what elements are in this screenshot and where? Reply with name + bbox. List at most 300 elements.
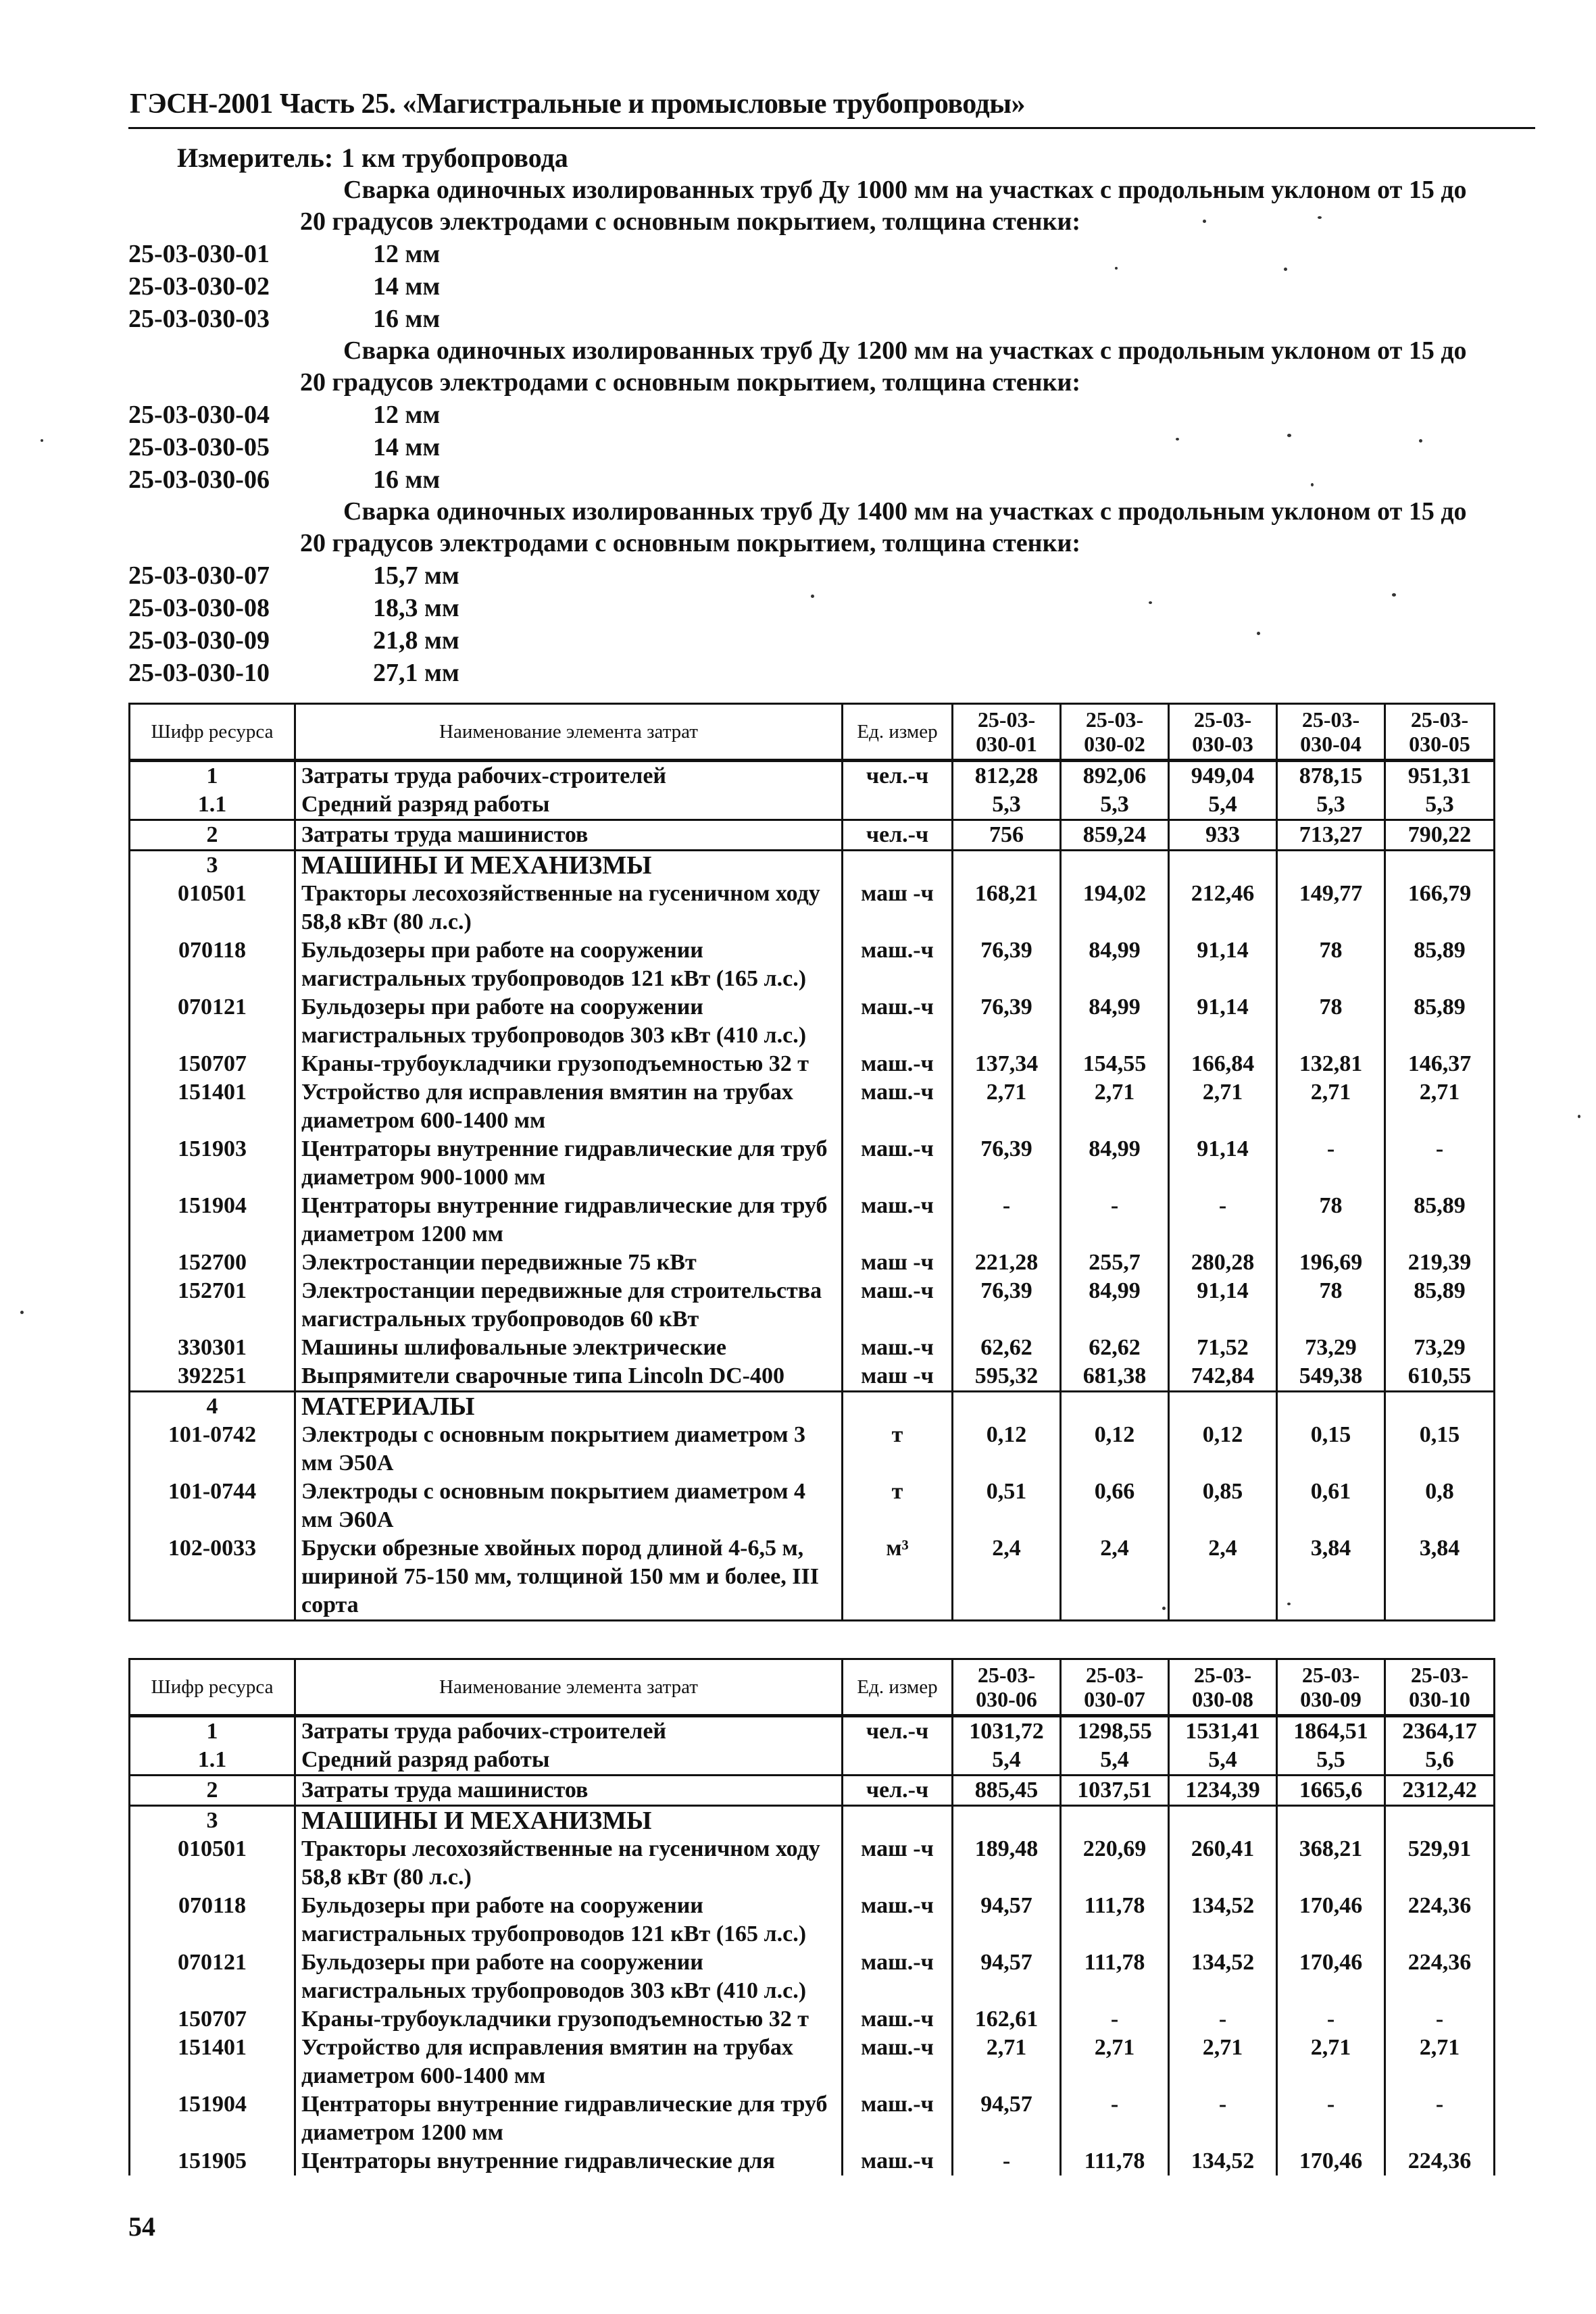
table-row [130,1746,1495,1776]
resource-name: Бульдозеры при работе на сооружении магистральных трубопроводов 303 кВт (410 л.с.) [295,1948,843,2005]
table-row [130,1478,1495,1534]
resource-value: - [953,2147,1061,2175]
table-row [130,1362,1495,1392]
resource-value: - [1385,1135,1495,1192]
rate-code-part: 25-03- [1085,1663,1144,1687]
resource-unit [843,790,953,820]
column-header-rate [1385,1659,1495,1716]
resource-value: 146,37 [1385,1050,1495,1078]
resource-value: 85,89 [1385,1277,1495,1334]
work-items-list [128,174,1554,689]
work-item-code: 25-03-030-06 [128,466,270,494]
resource-name: Устройство для исправления вмятин на трубах диаметром 600-1400 мм [295,2034,843,2090]
resource-value: 1864,51 [1277,1716,1385,1746]
work-item-code: 25-03-030-10 [128,659,270,687]
resource-value: 0,12 [1061,1421,1169,1478]
resource-value: 2,71 [953,1078,1061,1135]
table-row [130,1716,1495,1746]
resource-value: 134,52 [1169,2147,1277,2175]
column-header-code: Шифр ресурса [130,1659,295,1716]
resource-value: 78 [1277,1192,1385,1249]
resource-value: - [1061,2005,1169,2034]
resource-unit: м³ [843,1534,953,1621]
resource-code: 070121 [130,993,295,1050]
resource-code: 070118 [130,936,295,993]
resource-value: 681,38 [1061,1362,1169,1392]
resource-code: 101-0744 [130,1478,295,1534]
column-header-name: Наименование элемента затрат [295,1659,843,1716]
rate-code-part: 25-03- [977,1663,1036,1687]
resource-unit [843,1806,953,1836]
rate-code-part: 030-10 [1409,1687,1470,1711]
resource-unit: маш -ч [843,1835,953,1892]
column-header-rate [1169,1659,1277,1716]
resource-name: Бруски обрезные хвойных пород длиной 4-6,5 м, шириной 75-150 мм, толщиной 150 мм и более, III сорта [295,1534,843,1621]
resource-value: 2,4 [953,1534,1061,1621]
resource-value: 1531,41 [1169,1716,1277,1746]
rate-code-part: 030-09 [1300,1687,1362,1711]
resource-value: 5,4 [1061,1746,1169,1776]
resource-value: 94,57 [953,1948,1061,2005]
resource-value: 94,57 [953,1892,1061,1948]
resource-value: - [1061,1192,1169,1249]
resource-unit: маш.-ч [843,1277,953,1334]
resource-unit: маш.-ч [843,2034,953,2090]
resource-value: 2,71 [1277,2034,1385,2090]
work-item [128,303,1554,335]
resource-code: 330301 [130,1334,295,1362]
resource-value: 756 [953,820,1061,851]
resource-value: 2,71 [1169,2034,1277,2090]
resource-code: 392251 [130,1362,295,1392]
resource-value: 713,27 [1277,820,1385,851]
resource-name: Затраты труда рабочих-строителей [295,761,843,791]
resource-value: 134,52 [1169,1948,1277,2005]
work-item [128,657,1554,689]
resource-value: 859,24 [1061,820,1169,851]
table-row [130,761,1495,791]
resource-value: 73,29 [1277,1334,1385,1362]
resource-value: 5,4 [1169,790,1277,820]
resource-value: 132,81 [1277,1050,1385,1078]
resource-name: Тракторы лесохозяйственные на гусеничном ходу 58,8 кВт (80 л.с.) [295,1835,843,1892]
table-row [130,1334,1495,1362]
table-row [130,880,1495,936]
resource-value: 111,78 [1061,1892,1169,1948]
resource-value: 85,89 [1385,1192,1495,1249]
header-rule [128,127,1535,129]
resource-unit: маш -ч [843,880,953,936]
table-row [130,2147,1495,2175]
rate-code-part: 25-03- [977,707,1036,732]
column-header-unit: Ед. измер [843,704,953,761]
resource-unit: чел.-ч [843,1776,953,1806]
resource-value [1061,1806,1169,1836]
resource-value: 0,85 [1169,1478,1277,1534]
rate-code-part: 25-03- [1301,707,1360,732]
work-group [128,174,1554,335]
resource-value: 2,71 [1169,1078,1277,1135]
resource-value: 2312,42 [1385,1776,1495,1806]
resource-value: 2364,17 [1385,1716,1495,1746]
resource-value: 91,14 [1169,1135,1277,1192]
column-header-name: Наименование элемента затрат [295,704,843,761]
resource-value: 91,14 [1169,993,1277,1050]
work-item [128,238,1554,270]
resource-value: 5,5 [1277,1746,1385,1776]
resource-name: Выпрямители сварочные типа Lincoln DC-400 [295,1362,843,1392]
resource-value: 94,57 [953,2090,1061,2147]
resource-value: 5,4 [1169,1746,1277,1776]
resource-value: 951,31 [1385,761,1495,791]
resource-value: 2,71 [1385,2034,1495,2090]
resource-value: 162,61 [953,2005,1061,2034]
work-group-description-cont: 20 градусов электродами с основным покрытием, толщина стенки: [300,529,1081,557]
table-row [130,2034,1495,2090]
section-row [130,1392,1495,1422]
resource-value: 0,8 [1385,1478,1495,1534]
resource-value: 170,46 [1277,1892,1385,1948]
resource-value: 260,41 [1169,1835,1277,1892]
resource-value: - [1061,2090,1169,2147]
resource-code: 4 [130,1392,295,1422]
resource-name: Бульдозеры при работе на сооружении магистральных трубопроводов 303 кВт (410 л.с.) [295,993,843,1050]
resource-value: - [1169,2005,1277,2034]
resource-value: 0,15 [1385,1421,1495,1478]
work-item [128,463,1554,496]
rate-code-part: 25-03- [1410,707,1469,732]
resource-unit: маш.-ч [843,2147,953,2175]
work-item-code: 25-03-030-04 [128,401,270,429]
page-header: ГЭСН-2001 Часть 25. «Магистральные и промысловые трубопроводы» [130,89,1026,120]
resource-value: 111,78 [1061,2147,1169,2175]
work-item-thickness: 21,8 мм [373,626,459,655]
resource-value: 62,62 [953,1334,1061,1362]
resource-code: 3 [130,851,295,880]
resource-value: 194,02 [1061,880,1169,936]
resource-value: 595,32 [953,1362,1061,1392]
resource-value: 549,38 [1277,1362,1385,1392]
resource-unit: маш -ч [843,1362,953,1392]
table-row [130,1249,1495,1277]
resource-value: 1298,55 [1061,1716,1169,1746]
resource-value: 3,84 [1277,1534,1385,1621]
work-item-code: 25-03-030-03 [128,305,270,333]
resource-value: 255,7 [1061,1249,1169,1277]
resource-unit: маш.-ч [843,936,953,993]
resource-code: 010501 [130,880,295,936]
resource-value: 224,36 [1385,2147,1495,2175]
resource-value [1385,1392,1495,1422]
resource-value: 5,4 [953,1746,1061,1776]
resource-value: 84,99 [1061,993,1169,1050]
column-header-rate [1277,1659,1385,1716]
work-group-description-cont: 20 градусов электродами с основным покрытием, толщина стенки: [300,207,1081,236]
table-row [130,1192,1495,1249]
resource-code: 070121 [130,1948,295,2005]
resource-value: 73,29 [1385,1334,1495,1362]
work-item-code: 25-03-030-08 [128,594,270,622]
resource-unit: маш -ч [843,1249,953,1277]
resource-unit [843,1746,953,1776]
resource-value: 0,61 [1277,1478,1385,1534]
resource-value: 76,39 [953,993,1061,1050]
work-item [128,270,1554,303]
table-row [130,1135,1495,1192]
resource-value: 0,15 [1277,1421,1385,1478]
column-header-rate [1061,1659,1169,1716]
rate-code-part: 030-05 [1409,732,1470,756]
work-item-thickness: 12 мм [373,240,441,268]
resource-unit: чел.-ч [843,761,953,791]
resource-value: 368,21 [1277,1835,1385,1892]
resource-code: 151904 [130,2090,295,2147]
resource-unit: чел.-ч [843,1716,953,1746]
column-header-rate [1277,704,1385,761]
resource-name: Краны-трубоукладчики грузоподъемностью 32 т [295,1050,843,1078]
resource-unit: маш.-ч [843,1892,953,1948]
table-row [130,1534,1495,1621]
column-header-rate [1169,704,1277,761]
work-item-thickness: 14 мм [373,433,441,461]
table-row [130,2005,1495,2034]
resource-value: - [1385,2090,1495,2147]
rate-code-part: 030-07 [1084,1687,1145,1711]
resource-unit: т [843,1421,953,1478]
resource-value: 1234,39 [1169,1776,1277,1806]
rate-code-part: 030-04 [1300,732,1362,756]
rate-code-part: 030-03 [1192,732,1253,756]
resource-unit: чел.-ч [843,820,953,851]
resource-name: Затраты труда машинистов [295,1776,843,1806]
resource-value [1277,851,1385,880]
resource-value [1385,851,1495,880]
resource-value: 78 [1277,936,1385,993]
rate-code-part: 25-03- [1301,1663,1360,1687]
resource-code: 1 [130,761,295,791]
resource-value: 170,46 [1277,1948,1385,2005]
resource-value: 76,39 [953,1277,1061,1334]
resource-code: 1.1 [130,1746,295,1776]
resource-value: - [1169,1192,1277,1249]
resource-value: - [1277,2090,1385,2147]
resource-code: 1 [130,1716,295,1746]
resource-code: 102-0033 [130,1534,295,1621]
resource-name: Средний разряд работы [295,790,843,820]
resource-name: Средний разряд работы [295,1746,843,1776]
resource-value: 221,28 [953,1249,1061,1277]
column-header-code: Шифр ресурса [130,704,295,761]
resource-name: Центраторы внутренние гидравлические для труб диаметром 1200 мм [295,1192,843,1249]
resource-value: 812,28 [953,761,1061,791]
resource-value: 0,12 [953,1421,1061,1478]
section-row [130,851,1495,880]
resource-value: 5,3 [953,790,1061,820]
resource-value: 91,14 [1169,1277,1277,1334]
resource-value [1169,851,1277,880]
resource-value: 1037,51 [1061,1776,1169,1806]
resource-unit [843,851,953,880]
resource-code: 3 [130,1806,295,1836]
work-item-thickness: 14 мм [373,272,441,301]
resource-code: 151401 [130,2034,295,2090]
column-header-rate [1061,704,1169,761]
resource-code: 152701 [130,1277,295,1334]
resource-value: 85,89 [1385,936,1495,993]
resource-value: 790,22 [1385,820,1495,851]
table-row [130,1776,1495,1806]
resource-value: 1665,6 [1277,1776,1385,1806]
resource-value: - [1169,2090,1277,2147]
resource-unit: маш.-ч [843,2005,953,2034]
work-group-description: Сварка одиночных изолированных труб Ду 1200 мм на участках с продольным уклоном от 15 до [343,336,1467,365]
resource-unit: т [843,1478,953,1534]
resource-value [1061,851,1169,880]
rate-code-part: 25-03- [1193,1663,1252,1687]
resource-name: Центраторы внутренние гидравлические для труб диаметром 900-1000 мм [295,1135,843,1192]
resource-value: 5,3 [1385,790,1495,820]
work-group-description-cont: 20 градусов электродами с основным покрытием, толщина стенки: [300,368,1081,397]
work-item-code: 25-03-030-05 [128,433,270,461]
resource-unit: маш.-ч [843,1050,953,1078]
resource-code: 152700 [130,1249,295,1277]
resource-name: Электростанции передвижные 75 кВт [295,1249,843,1277]
table-row [130,2090,1495,2147]
resource-value: 5,3 [1061,790,1169,820]
measurement-line [177,142,568,174]
column-header-rate [1385,704,1495,761]
work-item-code: 25-03-030-09 [128,626,270,655]
resource-value: 134,52 [1169,1892,1277,1948]
work-item [128,592,1554,624]
table-row [130,1050,1495,1078]
resource-value: - [1277,2005,1385,2034]
resource-code: 151401 [130,1078,295,1135]
work-item-code: 25-03-030-01 [128,240,270,268]
column-header-rate [953,1659,1061,1716]
resource-code: 151903 [130,1135,295,1192]
resource-name: Краны-трубоукладчики грузоподъемностью 32 т [295,2005,843,2034]
resource-value: 84,99 [1061,1135,1169,1192]
resource-value: 878,15 [1277,761,1385,791]
resource-value: 0,12 [1169,1421,1277,1478]
resource-value [1061,1392,1169,1422]
rate-code-part: 030-01 [976,732,1037,756]
resource-value: 949,04 [1169,761,1277,791]
resource-value [1169,1392,1277,1422]
table-row [130,790,1495,820]
resource-value: 219,39 [1385,1249,1495,1277]
resource-value: - [1277,1135,1385,1192]
resource-code: 1.1 [130,790,295,820]
resource-value: 5,3 [1277,790,1385,820]
resource-value: 76,39 [953,936,1061,993]
resource-value: 196,69 [1277,1249,1385,1277]
resource-value [1385,1806,1495,1836]
resource-code: 010501 [130,1835,295,1892]
resource-name: Машины шлифовальные электрические [295,1334,843,1362]
resource-name: Затраты труда рабочих-строителей [295,1716,843,1746]
resource-unit [843,1392,953,1422]
table-row [130,1892,1495,1948]
resource-value [953,851,1061,880]
column-header-rate [953,704,1061,761]
resource-value: 2,71 [1061,2034,1169,2090]
resource-value [1277,1392,1385,1422]
work-group [128,335,1554,496]
work-item-thickness: 16 мм [373,466,441,494]
resource-value: 91,14 [1169,936,1277,993]
resource-value: 84,99 [1061,936,1169,993]
table-header-row [130,704,1495,761]
resource-unit: маш.-ч [843,1192,953,1249]
resource-value: 224,36 [1385,1892,1495,1948]
resource-name: Электроды с основным покрытием диаметром 3 мм Э50А [295,1421,843,1478]
resource-value: 3,84 [1385,1534,1495,1621]
resource-value: 0,51 [953,1478,1061,1534]
rate-code-part: 030-02 [1084,732,1145,756]
rate-code-part: 030-08 [1192,1687,1253,1711]
table-row [130,1948,1495,2005]
rate-code-part: 25-03- [1085,707,1144,732]
resource-value: 2,71 [1385,1078,1495,1135]
resource-value: 78 [1277,1277,1385,1334]
resource-value: 224,36 [1385,1948,1495,2005]
work-group-description: Сварка одиночных изолированных труб Ду 1400 мм на участках с продольным уклоном от 15 до [343,497,1467,526]
resource-value: 2,71 [953,2034,1061,2090]
work-item-code: 25-03-030-02 [128,272,270,301]
resource-name: Бульдозеры при работе на сооружении магистральных трубопроводов 121 кВт (165 л.с.) [295,936,843,993]
work-item-thickness: 16 мм [373,305,441,333]
resource-value [953,1392,1061,1422]
resource-value: 933 [1169,820,1277,851]
resource-unit: маш.-ч [843,2090,953,2147]
resource-value: 78 [1277,993,1385,1050]
rate-code-part: 25-03- [1410,1663,1469,1687]
resource-unit: маш.-ч [843,1135,953,1192]
resource-unit: маш.-ч [843,1948,953,2005]
resource-value: - [953,1192,1061,1249]
work-item-thickness: 18,3 мм [373,594,459,622]
resource-value: 62,62 [1061,1334,1169,1362]
resource-value: 2,71 [1277,1078,1385,1135]
measurement-value: 1 км трубопровода [341,143,568,173]
resource-value: 170,46 [1277,2147,1385,2175]
resource-value: 2,4 [1169,1534,1277,1621]
resource-name: Устройство для исправления вмятин на трубах диаметром 600-1400 мм [295,1078,843,1135]
resource-code: 151905 [130,2147,295,2175]
column-header-unit: Ед. измер [843,1659,953,1716]
resource-value: 892,06 [1061,761,1169,791]
table-row [130,993,1495,1050]
resource-name: МАТЕРИАЛЫ [295,1392,843,1422]
resource-value: 85,89 [1385,993,1495,1050]
resource-name: МАШИНЫ И МЕХАНИЗМЫ [295,1806,843,1836]
resource-name: Тракторы лесохозяйственные на гусеничном ходу 58,8 кВт (80 л.с.) [295,880,843,936]
resource-name: Бульдозеры при работе на сооружении магистральных трубопроводов 121 кВт (165 л.с.) [295,1892,843,1948]
resource-table-1 [128,703,1495,1621]
work-item-thickness: 12 мм [373,401,441,429]
work-item [128,431,1554,463]
resource-name: Электроды с основным покрытием диаметром 4 мм Э60А [295,1478,843,1534]
resource-name: Центраторы внутренние гидравлические для [295,2147,843,2175]
resource-unit: маш.-ч [843,1078,953,1135]
rate-code-part: 030-06 [976,1687,1037,1711]
resource-value [1277,1806,1385,1836]
resource-value: 166,79 [1385,880,1495,936]
resource-unit: маш.-ч [843,1334,953,1362]
rate-code-part: 25-03- [1193,707,1252,732]
